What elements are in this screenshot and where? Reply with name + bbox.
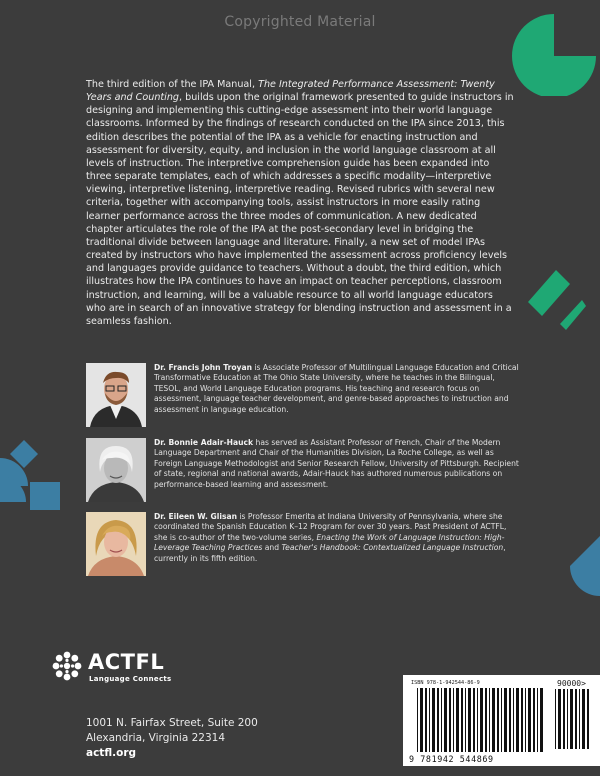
decorative-shape-green-diamond [526,262,588,332]
author-photo-troyan [86,363,146,427]
author-bio-body-glisan: is Professor Emerita at Indiana University of Pennsylvania, where she coordinated the Spanish Education K–12 Program for over 30 years. Past President of ACTFL, she is co-author of the two-volume series, [154,512,507,542]
isbn-number: 9 781942 544869 [409,754,494,764]
watermark: Copyrighted Material [224,14,376,30]
author-bio-joiner: and [262,543,282,553]
author-bio-text-glisan [154,512,522,564]
isbn-label: ISBN 978-1-942544-86-9 [411,680,480,686]
author-photo-adair-hauck [86,438,146,502]
decorative-shape-blue-corner [560,536,600,606]
barcode-bars-main [417,688,547,752]
actfl-logo [50,648,270,688]
isbn-barcode [403,675,600,766]
author-name-glisan: Dr. Eileen W. Glisan [154,512,238,521]
author-name-adair-hauck: Dr. Bonnie Adair-Hauck [154,438,254,447]
author-bio-body-troyan: is Associate Professor of Multilingual Language Education and Critical Transformative Education at The Ohio State University, where he teaches in the Bilingual, TESOL, and World Language Education programs. His teaching and research focus on assessment, language teacher development, and genre-based approaches to instruction and assessment in language education. [154,363,519,414]
author-bio-text-adair-hauck [154,438,522,490]
book-title-teachers-handbook: Teacher's Handbook: Contextualized Language Instruction [281,543,504,553]
barcode-bars-addon [555,689,593,749]
description-blurb [86,78,514,328]
logo-tagline: Language Connects [89,675,172,683]
book-title-italic: The Integrated Performance Assessment: Twenty Years and Counting [86,79,495,104]
actfl-flower-icon [50,649,84,683]
price-code: 90000> [557,679,586,688]
blurb-text-start: The third edition of the IPA Manual, [86,79,259,90]
logo-wordmark: ACTFL [88,650,165,674]
address-line-1: 1001 N. Fairfax Street, Suite 200 [86,717,258,729]
author-bio-end-glisan: , currently in its fifth edition. [154,543,506,563]
blurb-text-body: , builds upon the original framework presented to guide instructors in designing and implementing this cutting-edge assessment into their world language classrooms. Informed by the findings of research conducted on the IPA since 2013, this edition describes the potential of the IPA as a vehicle for enacting instruction and assessment for diversity, equity, and inclusion in the world language classroom at all levels of instruction. The interpretive comprehension guide has been expanded into three separate templates, each of which addresses a specific modality—interpretive viewing, interpretive listening, interpretive reading. Revised rubrics with several new criteria, together with accompanying tools, assist instructors in more easily rating learner performance across the three modes of communication. A new dedicated chapter articulates the role of the IPA at the post-secondary level in bridging the traditional divide between language and literature. Finally, a new set of model IPAs created by instructors who have implemented the assessment across proficiency levels and languages provide guidance to teachers. Without a doubt, the third edition, which illustrates how the IPA continues to have an impact on teacher perceptions, classroom instruction, and learning, will be a valuable resource to all world language educators who are in search of an innovative strategy for blending instruction and assessment in a seamless fashion. [86,92,514,327]
author-bio-text-troyan [154,363,522,415]
address-line-2: Alexandria, Virginia 22314 [86,732,226,744]
author-photo-glisan [86,512,146,576]
author-name-troyan: Dr. Francis John Troyan [154,363,253,372]
author-bio-body-adair-hauck: has served as Assistant Professor of French, Chair of the Modern Language Department and Chair of the Humanities Division, La Roche College, as well as Foreign Language Methodologist and Senior Research Fellow, University of Pittsburgh. Recipient of state, regional and national awards, Adair-Hauck has authored numerous publications on performance-based learning and assessment. [154,438,519,489]
publisher-address [86,716,258,761]
decorative-shape-blue-diamond [0,432,70,512]
website-link[interactable]: actfl.org [86,747,137,759]
book-title-enacting: Enacting the Work of Language Instruction: High-Leverage Teaching Practices [154,532,505,553]
